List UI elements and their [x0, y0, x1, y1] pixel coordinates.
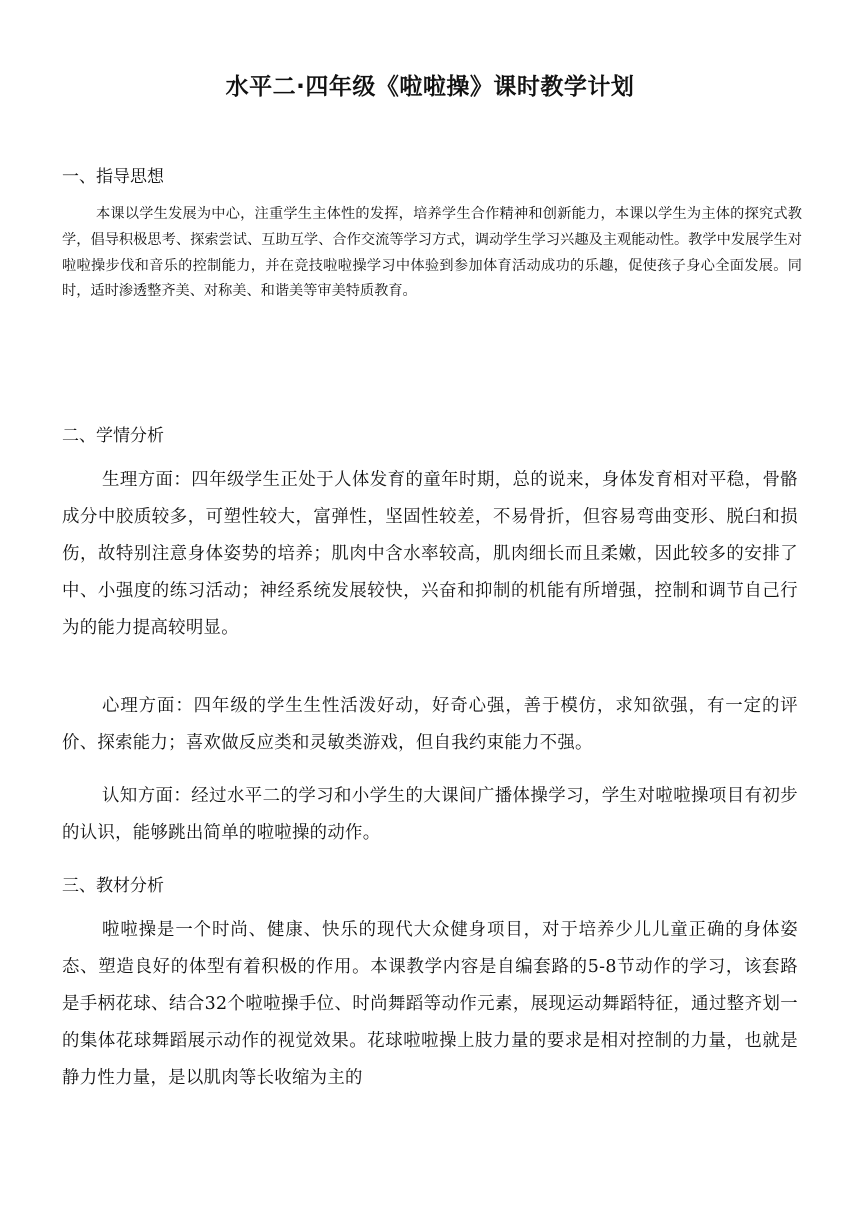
- paragraph-cognition: 认知方面：经过水平二的学习和小学生的大课间广播体操学习，学生对啦啦操项目有初步的认识，能够跳出简单的啦啦操的动作。: [62, 786, 798, 843]
- section-heading-student-analysis: 二、学情分析: [62, 426, 164, 446]
- document-title: 水平二·四年级《啦啦操》课时教学计划: [225, 74, 635, 100]
- section-heading-material-analysis: 三、教材分析: [62, 876, 164, 896]
- paragraph-material-analysis: 啦啦操是一个时尚、健康、快乐的现代大众健身项目，对于培养少儿儿童正确的身体姿态、塑造良好的体型有着积极的作用。本课教学内容是自编套路的5-8节动作的学习，该套路是手柄花球、结合32个啦啦操手位、时尚舞蹈等动作元素，展现运动舞蹈特征，通过整齐划一的集体花球舞蹈展示动作的视觉效果。花球啦啦操上肢力量的要求是相对控制的力量，也就是静力性力量，是以肌肉等长收缩为主的: [62, 920, 798, 1088]
- paragraph-physiology: 生理方面：四年级学生正处于人体发育的童年时期，总的说来，身体发育相对平稳，骨骼成分中胶质较多，可塑性较大，富弹性，坚固性较差，不易骨折，但容易弯曲变形、脱臼和损伤，故特别注意身体姿势的培养；肌肉中含水率较高，肌肉细长而且柔嫩，因此较多的安排了中、小强度的练习活动；神经系统发展较快，兴奋和抑制的机能有所增强，控制和调节自己行为的能力提高较明显。: [62, 470, 798, 638]
- section-heading-guiding-ideology: 一、指导思想: [62, 167, 164, 187]
- paragraph-guiding-ideology: 本课以学生发展为中心，注重学生主体性的发挥，培养学生合作精神和创新能力，本课以学生为主体的探究式教学，倡导积极思考、探索尝试、互助互学、合作交流等学习方式，调动学生学习兴趣及主观能动性。教学中发展学生对啦啦操步伐和音乐的控制能力，并在竞技啦啦操学习中体验到参加体育活动成功的乐趣，促使孩子身心全面发展。同时，适时渗透整齐美、对称美、和谐美等审美特质教育。: [62, 206, 802, 300]
- paragraph-psychology: 心理方面：四年级的学生生性活泼好动，好奇心强，善于模仿，求知欲强，有一定的评价、探索能力；喜欢做反应类和灵敏类游戏，但自我约束能力不强。: [62, 696, 798, 753]
